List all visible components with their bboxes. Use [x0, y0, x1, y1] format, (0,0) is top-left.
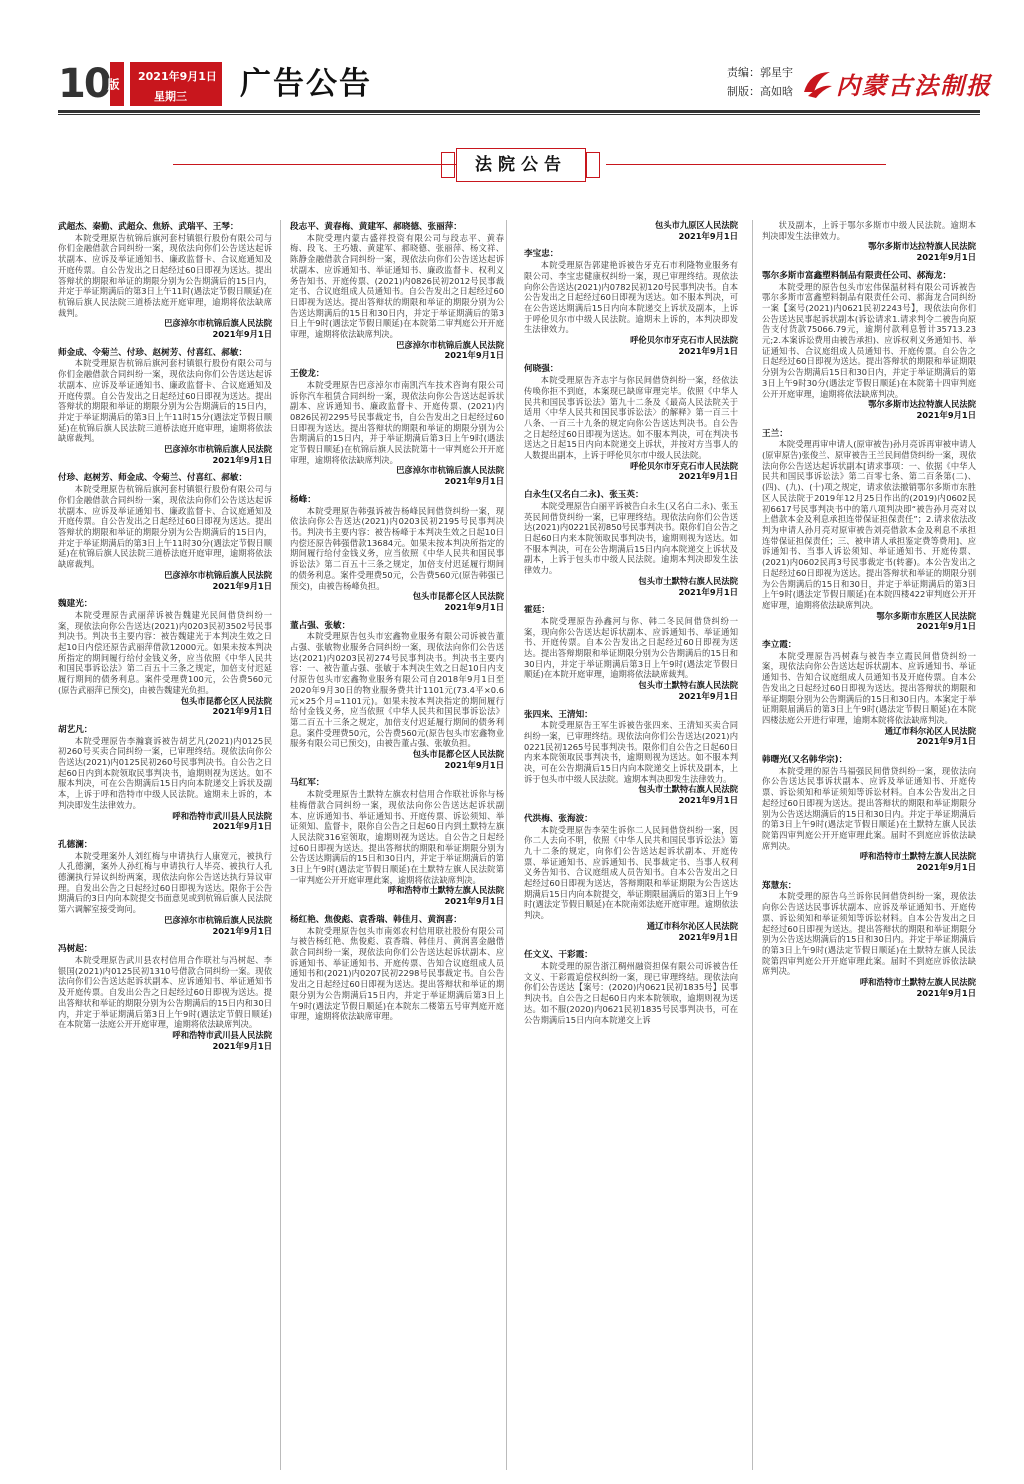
issue-weekday: 星期三: [154, 90, 187, 103]
notice-date: 2021年9月1日: [212, 329, 272, 340]
notice-party: 段志平、黄春梅、黄建军、郝晓德、张丽萍：: [290, 222, 462, 232]
notice-court: 巴彦淖尔市杭锦后旗人民法院: [396, 465, 504, 476]
notice-date: 2021年9月1日: [916, 621, 976, 632]
notice-party: 付珍、赵树芳、师金成、令菊兰、付喜红、郝敏：: [58, 473, 248, 484]
notice-party: 郑慧东：: [762, 880, 797, 891]
page-number: 10: [58, 61, 110, 107]
notice-party: 董占强、张敏：: [290, 620, 351, 631]
court-notice: [524, 220, 738, 241]
notice-body: 本院受理原告杭锦后旗河套村镇银行股份有限公司与你们金融借款合同纠纷一案，现依法向你们公告送达起诉状副本、应诉及举证通知书、廉政监督卡、合议庭通知及开庭传票。自公告发出之日起经过60日即视为送达。提出答辩状的期限和举证的期限分别为公告期满后的15日内，并定于举证期满后的第3日上午11时15分(遇法定节假日顺延)在杭锦后旗人民法院三道桥法庭开庭审理，逾期将依法缺席裁判。: [58, 358, 272, 444]
notice-date: 2021年9月1日: [678, 471, 738, 482]
court-notice: [58, 348, 272, 466]
notice-body: 本院受理原告郭建艳诉被告牙克石市利隆物业服务有限公司、李宝忠健康权纠纷一案，现已审理终结。现依法向你公告送达(2021)内0782民初120号民事判决书。自本公告发出之日起经过60日即视为送达。如不服本判决，可在公告送达期满后15日内向本院递交上诉状及副本，上诉于呼伦贝尔市中级人民法院。逾期未上诉的，本判决即发生法律效力。: [524, 260, 738, 335]
court-notice-banner: [58, 148, 980, 182]
notice-body: 本院受理原告包头市宏鑫物业服务有限公司诉被告董占强、张敏物业服务合同纠纷一案，现依法向你们公告送达(2021)内0203民初274号民事判决书。判决书主要内容：一、被告董占强、张敏于本判决生效之日起10日内支付原告包头市宏鑫物业服务有限公司自2018年9月1日至2020年9月30日的物业服务费共计1101元(73.4平×0.6元×25个月=1101元)。如果未按本判决指定的期间履行给付金钱义务，应当依照《中华人民共和国民事诉讼法》第二百五十三条之规定，加倍支付迟延履行期间的债务利息。案件受理费50元，公告费560元(原告包头市宏鑫物业服务有限公司已预交)，由被告董占强、张敏负担。: [290, 631, 504, 749]
date-block: [130, 62, 222, 106]
notice-court: 呼和浩特市武川县人民法院: [172, 1029, 272, 1040]
notice-date: 2021年9月1日: [916, 987, 976, 998]
notice-body: 本院受理原告韩强诉被告杨峰民间借贷纠纷一案，现依法向你公告送达(2021)内0203民初2195号民事判决书。判决书主要内容：被告杨峰于本判决生效之日起10日内偿还原告韩强借款13684元。如果未按本判决所指定的期间履行给付金钱义务，应当依照《中华人民共和国民事诉讼法》第二百五十三条之规定，加倍支付迟延履行期间的债务利息。案件受理费50元，公告费560元(原告韩强已预交)，由被告杨峰负担。: [290, 505, 504, 591]
court-notice: [58, 599, 272, 717]
court-notice: [58, 840, 272, 936]
notice-date: 2021年9月1日: [444, 350, 504, 361]
notice-body: 本院受理原告孙鑫河与你、韩二冬民间借贷纠纷一案，现向你公告送达起诉状副本、应诉通知书、举证通知书、开庭传票。自本公告发出之日起经过60日即视为送达。提出答辩期限和举证期限分别为公告期满后的15日和30日内，并定于举证期满后第3日上午9时(遇法定节假日顺延)在本院开庭审理，逾期将依法缺席裁判。: [524, 615, 738, 680]
notice-column-2: [290, 220, 504, 1022]
notice-date: 2021年9月1日: [678, 795, 738, 806]
notice-party: 杨峰：: [290, 494, 316, 505]
notice-body: 本院受理原告白丽平诉被告白永生(又名白二永)、张玉英民间借贷纠纷一案，已审理终结。现依法向你们公告送达(2021)内0221民初850号民事判决书。限你们自公告之日起60日内来本院领取民事判决书，逾期则视为送达。如不服本判决，可在公告期满后15日内向本院递交上诉状及副本，上诉于包头市中级人民法院。逾期本判决即发生法律效力。: [524, 500, 738, 576]
court-notice: [290, 621, 504, 771]
court-notice: [762, 640, 976, 747]
header-rule-thin: [58, 114, 980, 115]
notice-body: 本院受理原告李荣生诉你二人民间借贷纠纷一案，因你二人去向不明，依照《中华人民共和国民事诉讼法》第九十二条的规定，向你们公告送达起诉状副本、开庭传票、举证通知书、应诉通知书、民事裁定书、当事人权利义务告知书、合议庭组成人员告知书。自本公告发出之日起经过60日即视为送达，答辩期限和举证期限为公告送达期满后15日内向本院提交，举证期限届满后的第3日上午9时(遇法定节假日顺延)在本院南郊法庭开庭审理。逾期依法判决。: [524, 824, 738, 921]
court-notice: [524, 364, 738, 482]
notice-party: 冯树起：: [58, 944, 93, 955]
notice-party: 胡艺凡：: [58, 724, 93, 735]
notice-court: 包头市九原区人民法院: [655, 220, 738, 230]
notice-court: 呼和浩特市土默特左旗人民法院: [859, 851, 976, 862]
notice-court: 包头市土默特右旗人民法院: [638, 575, 738, 586]
notice-court: 巴彦淖尔市杭锦后旗人民法院: [164, 569, 272, 580]
court-notice: [58, 222, 272, 340]
notice-court: 呼和浩特市土默特左旗人民法院: [387, 885, 504, 896]
notice-body: 本院受理原告包头市南郊农村信用联社股份有限公司与被告杨红艳、焦俊彪、袁香瑞、韩佳月、黄润喜金融借款合同纠纷一案，现依法向你们公告送达起诉状副本、应诉通知书、举证通知书、开庭传票、告知合议庭组成人员通知书和(2021)内0207民初2298号民事裁定书。自公告发出之日起经过60日即视为送达。提出答辩状和举证的期限分别为公告期满后15日内，并定于举证期满后第3日上午9时(遇法定节假日顺延)在本院东二楼第五号审判庭开庭审理，逾期将依法缺席审理。: [290, 925, 504, 1022]
notice-date: 2021年9月1日: [916, 862, 976, 873]
notice-date: 2021年9月1日: [678, 230, 738, 241]
court-notice: [58, 473, 272, 591]
court-notice: [762, 755, 976, 873]
issue-date: 2021年9月1日: [138, 70, 217, 83]
editor-credits: [727, 63, 793, 101]
court-notice: [762, 271, 976, 421]
notice-party: 代洪梅、张海波：: [524, 813, 593, 824]
notice-party: 李宝忠：: [524, 249, 559, 260]
notice-date: 2021年9月1日: [212, 454, 272, 465]
notice-party: 孔德澜：: [58, 839, 93, 850]
notice-body: 本院受理的原告乌兰诉你民间借贷纠纷一案，现依法向你公告送达民事诉状副本、应诉及举证通知书、开庭传票、诉讼须知和举证须知等诉讼材料。自本公告发出之日起经过60日即视为送达。提出答辩状的期限和举证期限分别为公告送达期满后的15日和30日内。并定于举证期满后的第3日上午9时(遇法定节假日顺延)在土默特左旗人民法院第四审判庭公开开庭审理此案。届时不到庭应诉依法缺席判决。: [762, 891, 976, 977]
notice-court: 包头市昆都仑区人民法院: [180, 695, 272, 706]
notice-date: 2021年9月1日: [444, 896, 504, 907]
section-title: 广告公告: [240, 66, 372, 102]
court-notice: [524, 249, 738, 356]
notice-court: 通辽市科尔沁区人民法院: [884, 725, 976, 736]
newspaper-masthead: [800, 62, 992, 102]
page-ban-label: 版: [110, 62, 124, 106]
notice-date: 2021年9月1日: [916, 736, 976, 747]
notice-body: 本院受理内蒙古盛祥投资有限公司与段志平、黄春梅、段飞、王巧娥、黄建军、郝晓德、张丽萍、杨文祥、陈静金融借款合同纠纷一案，现依法向你们公告送达起诉状副本、应诉通知书、举证通知书、廉政监督卡、权利义务告知书、开庭传票、(2021)内0826民初2012号民事裁定书、合议庭组成人员通知书。自公告发出之日起经过60日即视为送达。提出答辩状的期限和举证的期限分别为公告送达期满后的15日和30日内，并定于举证期满后的第3日上午9时(遇法定节假日顺延)在本院第二审判庭公开开庭审理，逾期将依法缺席判决。: [290, 232, 504, 340]
court-notice: [290, 495, 504, 613]
notice-body: 本院受理原告杭锦后旗河套村镇银行股份有限公司与你们金融借款合同纠纷一案，现依法向你们公告送达起诉状副本、应诉及举证通知书、廉政监督卡、合议庭通知及开庭传票。自公告发出之日起经过60日即视为送达。提出答辩状的期限和举证的期限分别为公告期满后的15日内，并定于举证期满后的第3日上午11时30分(遇法定节假日顺延)在杭锦后旗人民法院三道桥法庭开庭审理，逾期将依法缺席裁判。: [58, 484, 272, 570]
court-notice: [524, 490, 738, 597]
notice-date: 2021年9月1日: [444, 476, 504, 487]
notice-party: 武超杰、秦勤、武超众、焦娇、武瑞平、王琴：: [58, 222, 239, 232]
notice-court: 包头市昆都仑区人民法院: [412, 591, 504, 602]
notice-court: 呼和浩特市土默特左旗人民法院: [859, 977, 976, 988]
notice-court: 巴彦淖尔市杭锦后旗人民法院: [164, 914, 272, 925]
page-header: [0, 0, 1024, 118]
notice-body: 状及副本，上诉于鄂尔多斯市中级人民法院。逾期本判决即发生法律效力。: [762, 220, 976, 241]
notice-party: 张四来、王清知：: [524, 709, 593, 720]
banner-title-box: [456, 148, 586, 182]
notice-court: 包头市土默特右旗人民法院: [638, 784, 738, 795]
notice-party: 马红军：: [290, 778, 325, 789]
notice-date: 2021年9月1日: [678, 931, 738, 942]
banner-title: 法院公告: [475, 155, 567, 175]
banner-ornament-right: [586, 152, 600, 178]
court-notice: [58, 725, 272, 832]
notice-party: 王兰：: [762, 428, 788, 439]
notice-party: 白永生(又名白二永)、张玉英：: [524, 490, 644, 501]
notice-court: 通辽市科尔沁区人民法院: [646, 920, 738, 931]
column-divider: [752, 220, 753, 1470]
court-notice: [58, 944, 272, 1051]
notice-body: 本院受理原告李瀚寰诉被告胡艺凡(2021)内0125民初260号买卖合同纠纷一案，已审理终结。现依法向你公告送达(2021)内0125民初260号民事判决书。自公告之日起60日内到本院领取民事判决书，逾期则视为送达。如不服本判决，可在公告期满后15日内向本院递交上诉状及副本，上诉于呼和浩特市中级人民法院。逾期未上诉的，本判决即发生法律效力。: [58, 735, 272, 810]
editor-label: 责编：郭星宇: [727, 66, 793, 79]
notice-column-4: [762, 220, 976, 1007]
notice-court: 鄂尔多斯市达拉特旗人民法院: [868, 399, 976, 410]
notice-date: 2021年9月1日: [212, 706, 272, 717]
notice-court: 巴彦淖尔市杭锦后旗人民法院: [164, 444, 272, 455]
notice-court: 呼伦贝尔市牙克石市人民法院: [630, 335, 738, 346]
court-notice: [290, 778, 504, 906]
notice-court: 巴彦淖尔市杭锦后旗人民法院: [164, 318, 272, 329]
notice-date: 2021年9月1日: [444, 601, 504, 612]
column-divider: [506, 220, 507, 1470]
banner-ornament-left: [441, 152, 455, 178]
notice-court: 鄂尔多斯市东胜区人民法院: [876, 610, 976, 621]
notice-body: 本院受理原告武丽萍诉被告魏建光民间借贷纠纷一案，现依法向你公告送达(2021)内0203民初3502号民事判决书。判决书主要内容：被告魏建光于本判决生效之日起10日内偿还原告武丽萍借款12000元。如果未按本判决所指定的期间履行给付金钱义务，应当依照《中华人民共和国民事诉讼法》第二百五十三条之规定，加倍支付迟延履行期间的债务利息。案件受理费100元，公告费560元(原告武丽萍已预交)，由被告魏建光负担。: [58, 609, 272, 695]
notice-column-3: [524, 220, 738, 1025]
court-notice: [762, 881, 976, 999]
notice-date: 2021年9月1日: [212, 925, 272, 936]
notice-party: 魏建光：: [58, 599, 93, 610]
notice-party: 韩曙光(又名韩华宗)：: [762, 755, 848, 766]
court-notice: [524, 814, 738, 942]
notice-body: 本院受理原告土默特左旗农村信用合作联社诉你与杨桂梅借款合同纠纷一案，现依法向你公告送达起诉状副本、应诉通知书、举证通知书、开庭传票、诉讼须知、举证须知、监督卡，限你自公告之日起60日内到土默特左旗人民法院316室领取，逾期则视为送达。自公告之日起经过60日即视为送达。提出答辩状的期限和举证期限分别为公告送达期满后的15日和30日内，并定于举证期满后的第3日上午9时(遇法定节假日顺延)在土默特左旗人民法院第一审判庭公开开庭审理此案，逾期将依法缺席判决。: [290, 789, 504, 885]
notice-body: 本院受理原告冯树森与被告李立霞民间借贷纠纷一案，现依法向你公告送达起诉状副本、应诉通知书、举证通知书、告知合议庭组成人员通知书及开庭传票。自本公告发出之日起经过60日即视为送达。提出答辩状的期限和举证期限分别为公告期满后的15日和30日内。本案定于举证期限届满后的第3日上午9时(遇法定节假日顺延)在本院四楼法庭公开进行审理，逾期本院将依法缺席判决。: [762, 650, 976, 725]
notice-date: 2021年9月1日: [212, 821, 272, 832]
notice-date: 2021年9月1日: [678, 345, 738, 356]
producer-label: 制版：高如晗: [727, 85, 793, 98]
notice-party: 鄂尔多斯市富鑫塑料制品有限责任公司、郝海龙：: [762, 270, 952, 281]
notice-party: 任文义、干彩霞：: [524, 950, 593, 961]
court-notice: [524, 710, 738, 806]
notice-party: 何晓强：: [524, 364, 559, 375]
court-notice: [524, 950, 738, 1025]
notice-party: 王俊龙：: [290, 369, 325, 380]
notice-body: 本院受理的原告浙江稠州融资担保有限公司诉被告任文义、干彩霞追偿权纠纷一案，现已审理终结。现依法向你们公告送达【案号：(2020)内0621民初1835号】民事判决书。自公告之日起60日内来本院领取，逾期则视为送达。如不服(2020)内0621民初1835号民事判决书，可在公告期满后15日内向本院递交上诉: [524, 961, 738, 1025]
newspaper-name: 内蒙古法制报: [836, 72, 992, 100]
court-notice: [762, 220, 976, 263]
notice-party: 霍廷：: [524, 605, 550, 616]
notice-court: 巴彦淖尔市杭锦后旗人民法院: [396, 339, 504, 350]
newspaper-logo-icon: [800, 66, 834, 100]
notice-date: 2021年9月1日: [678, 586, 738, 597]
notice-body: 本院受理再审申请人(原审被告)孙月亮诉再审被申请人(原审原告)张俊兰、原审被告王兰民间借贷纠纷一案，现依法向你公告送达起诉状副本[请求事项：一、依据《中华人民共和国民事诉讼法》第二百零七条、第二百条第(二)、(四)、(九)、(十)项之规定，请求依法撤销鄂尔多斯市东胜区人民法院于2019年12月25日作出的(2019)内0602民初6617号民事判决书中的第八项判决即“被告孙月亮对以上借款本金及利息承担连带保证担保责任”；2.请求依法改判为申请人孙月亮对原审被告刘亮借款本金及利息不承担连带保证担保责任；三、被申请人承担鉴定费等费用]、应诉通知书、当事人诉讼须知、举证通知书、开庭传票、(2021)内0602民再3号民事裁定书(转審)。本公告发出之日起经过60日即视为送达。提出答辩状和举证的期限分别为公告期满后的15日和30日，并定于举证期满后的第3日上午9时(遇法定节假日顺延)在本院四楼422审判庭公开开庭审理，逾期将依法缺席判决。: [762, 439, 976, 610]
notice-party: 李立霞：: [762, 640, 797, 651]
notice-court: 呼伦贝尔市牙克石市人民法院: [630, 460, 738, 471]
notice-body: 本院受理原告王军生诉被告张四来、王清知买卖合同纠纷一案，已审理终结。现依法向你们公告送达(2021)内0221民初1265号民事判决书。限你们自公告之日起60日内来本院领取民事判决书，逾期则视为送达。如不服本判决，可在公告期满后15日内向本院递交上诉状及副本，上诉于包头市中级人民法院。逾期本判决即发生法律效力。: [524, 720, 738, 784]
notice-date: 2021年9月1日: [212, 1040, 272, 1051]
notice-party: 师金成、令菊兰、付珍、赵树芳、付喜红、郝敏：: [58, 347, 248, 358]
notice-body: 本院受理原告齐志宇与你民间借贷纠纷一案，经依法传唤你拒不到庭，本案现已缺席审理完毕。依照《中华人民共和国民事诉讼法》第九十二条及《最高人民法院关于适用〈中华人民共和国民事诉讼法〉的解释》第一百三十八条、一百三十九条的规定向你公告送达判决书。自公告之日起经过60日即视为送达。如不服本判决，可在判决书送达之日起15日内向本院递交上诉状，并按对方当事人的人数提出副本，上诉于呼伦贝尔市中级人民法院。: [524, 375, 738, 461]
notice-date: 2021年9月1日: [212, 580, 272, 591]
notice-date: 2021年9月1日: [678, 690, 738, 701]
notice-column-1: [58, 220, 272, 1059]
notice-body: 本院受理原告巴彦淖尔市南凯汽车技术咨询有限公司诉你汽车租赁合同纠纷一案，现依法向你公告送达起诉状副本、应诉通知书、廉政监督卡、开庭传票、(2021)内0826民初2295号民事裁定书，自公告发出之日起经过60日即视为送达。提出答辩状的期限和举证的期限分别为公告期满后的15日内，并于举证期满后第3日上午9时(遇法定节假日顺延)在杭锦后旗人民法院第十一审判庭公开开庭审理，逾期将依法缺席判决。: [290, 379, 504, 465]
notice-body: 本院受理原告杭锦后旗河套村镇银行股份有限公司与你们金融借款合同纠纷一案，现依法向你们公告送达起诉状副本、应诉及举证通知书、廉政监督卡、合议庭通知及开庭传票。自公告发出之日起经过60日即视为送达。提出答辩状的期限和举证的期限分别为公告期满后的15日内，并定于举证期满后的第3日上午11时(遇法定节假日顺延)在杭锦后旗人民法院三道桥法庭开庭审理，逾期将依法缺席裁判。: [58, 232, 272, 318]
notice-court: 呼和浩特市武川县人民法院: [172, 810, 272, 821]
column-divider: [280, 220, 281, 1470]
notice-body: 本院受理的原告马福强民间借贷纠纷一案，现依法向你公告送达民事诉状副本、应诉及举证通知书、开庭传票、诉讼须知和举证须知等诉讼材料。自本公告发出之日起经过60日即视为送达。提出答辩状的期限和举证期限分别为公告送达期满后的15日和30日内。并定于举证期满后的第3日上午9时(遇法定节假日顺延)在土默特左旗人民法院第四审判庭公开开庭审理此案。届时不到庭应诉依法缺席判决。: [762, 765, 976, 851]
court-notice: [290, 222, 504, 361]
notice-date: 2021年9月1日: [916, 252, 976, 263]
notice-body: 本院受理原告武川县农村信用合作联社与冯树起、李银国(2021)内0125民初1310号借款合同纠纷一案。现依法向你们公告送达起诉状副本、应诉通知书、举证通知书及开庭传票。自发出公告之日起经过60日即视为送达。提出答辩状和举证的期限分别为公告期满后的15日内和30日内，并定于举证期满后第3日上午9时(遇法定节假日顺延)在本院第一法庭公开开庭审理，逾期将依法缺席判决。: [58, 955, 272, 1030]
notice-body: 本院受理的原告包头市宏伟保温材料有限公司诉被告鄂尔多斯市富鑫塑料制品有限责任公司、郝海龙合同纠纷一案【案号(2021)内0621民初2243号】，现依法向你们公告送达民事起诉状副本(诉讼请求1.请求判令二被告向原告支付货款75066.79元，逾期付款利息暂计35713.23元;2.本案诉讼费用由被告承担)、应诉权利义务通知书、举证通知书、合议庭组成人员通知书、开庭传票。自公告之日起经过60日即视为送达。提出答辩状的期限和举证期限分别为公告期满后15日和30日内，并定于举证期满后的第3日上午9时30分(遇法定节假日顺延)在本院第十四审判庭公开开庭审理，逾期将依法缺席判决。: [762, 281, 976, 399]
page-number-block: [58, 62, 128, 106]
notice-date: 2021年9月1日: [444, 759, 504, 770]
notice-court: 包头市昆都仑区人民法院: [412, 749, 504, 760]
notice-date: 2021年9月1日: [916, 409, 976, 420]
court-notice: [290, 915, 504, 1022]
court-notice: [762, 429, 976, 632]
court-notice: [524, 605, 738, 701]
court-notice: [290, 369, 504, 487]
notice-party: 杨红艳、焦俊彪、袁香瑞、韩佳月、黄润喜：: [290, 914, 462, 925]
notice-court: 包头市土默特右旗人民法院: [638, 680, 738, 691]
banner-line-right: [606, 164, 886, 165]
notice-court: 鄂尔多斯市达拉特旗人民法院: [868, 241, 976, 252]
header-rule: [58, 110, 980, 113]
notice-body: 本院受理案外人刘红梅与申请执行人康宽元，被执行人孔德澜，案外人孙红梅与申请执行人毕亮、被执行人孔德澜执行异议纠纷两案，现依法向你公告送达执行异议审理。自发出公告之日起经过60日即视为送达。限你于公告期满后的3日内向本院提交书面意见或到杭锦后旗人民法院第六调解室接受询问。: [58, 850, 272, 915]
